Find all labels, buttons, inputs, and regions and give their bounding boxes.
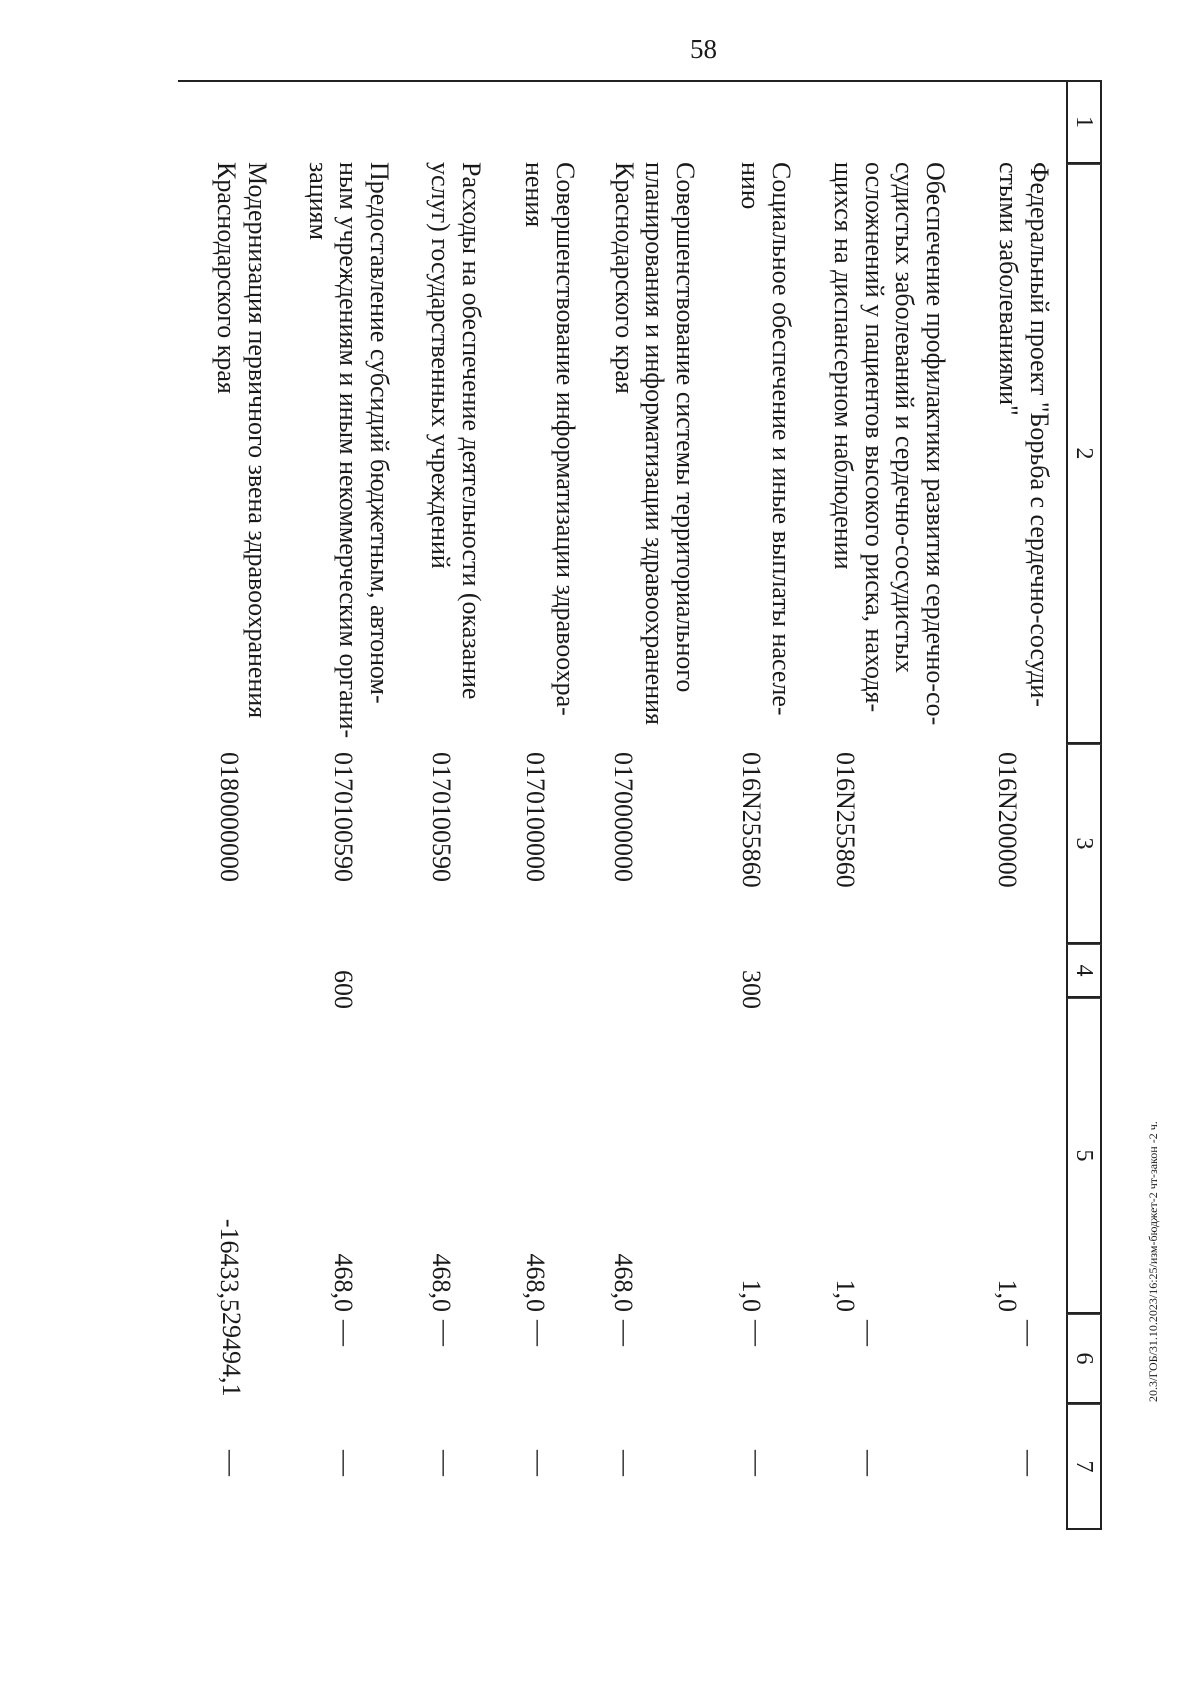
page-number: 58 xyxy=(690,34,717,64)
row-col5: 1,0 xyxy=(831,1279,860,1312)
table-row xyxy=(406,80,486,1530)
row-code: 0170100590 xyxy=(329,752,358,882)
table-row xyxy=(500,80,580,1530)
table-row xyxy=(290,80,394,1530)
name-line: Совершенствование системы территориального xyxy=(671,162,700,693)
row0-col6: — xyxy=(1015,1320,1044,1346)
row4-col7: — xyxy=(525,1450,554,1476)
row-name xyxy=(827,162,950,742)
header-col-1: 1 xyxy=(1066,80,1102,164)
row-name xyxy=(519,162,580,742)
row-name xyxy=(993,162,1054,742)
row-kind: 300 xyxy=(737,970,766,1009)
row-kind: 600 xyxy=(329,970,358,1009)
name-line: Модернизация первичного звена здравоохранения xyxy=(243,162,272,719)
row-name xyxy=(425,162,486,742)
row-code: 0170100000 xyxy=(521,752,550,882)
row-name xyxy=(211,162,272,742)
name-line: судистых заболеваний и сердечно-сосудистых xyxy=(890,162,920,673)
row2-col7: — xyxy=(743,1450,772,1476)
header-col-4: 4 xyxy=(1066,944,1102,998)
name-line: услуг) государственных учреждений xyxy=(426,162,456,569)
header-col-2: 2 xyxy=(1066,164,1102,744)
row1-col7: — xyxy=(855,1450,884,1476)
footer-code: 20.3/ГОБ/31.10.2023/16:25/изм-бюджет-2 чт-закон -2 ч. xyxy=(1146,1121,1160,1402)
row-col5: 1,0 xyxy=(993,1279,1022,1312)
row6-col6: — xyxy=(331,1320,360,1346)
row-name xyxy=(735,162,796,742)
row7-col7: — xyxy=(217,1450,246,1476)
table-row xyxy=(974,80,1066,1530)
name-line: Социальное обеспечение и иные выплаты населе- xyxy=(767,162,796,716)
row7-col6: 29494,1 xyxy=(217,1312,246,1397)
header-col-5: 5 xyxy=(1066,998,1102,1314)
row3-col6: — xyxy=(611,1320,640,1346)
row-col5: 1,0 xyxy=(737,1279,766,1312)
row-col5: 468,0 xyxy=(609,1253,638,1312)
row-code: 0170000000 xyxy=(609,752,638,882)
row-code: 016N200000 xyxy=(993,752,1022,888)
name-line: Обеспечение профилактики развития сердечно-со- xyxy=(921,162,950,726)
row-code: 0180000000 xyxy=(215,752,244,882)
name-line: ным учреждениям и иным некоммерческим органи- xyxy=(334,162,364,739)
row4-col6: — xyxy=(525,1320,554,1346)
table-row xyxy=(596,80,700,1530)
row-col5: -16433,5 xyxy=(215,1218,244,1312)
row2-col6: — xyxy=(743,1320,772,1346)
row6-col7: — xyxy=(331,1450,360,1476)
table-header xyxy=(1066,80,1102,1530)
row5-col6: — xyxy=(431,1320,460,1346)
table-row xyxy=(820,80,950,1530)
row-code: 016N255860 xyxy=(831,752,860,888)
name-line: стыми заболеваниями" xyxy=(994,162,1024,416)
row-code: 016N255860 xyxy=(737,752,766,888)
row-code: 0170100590 xyxy=(427,752,456,882)
table-row xyxy=(716,80,796,1530)
header-col-6: 6 xyxy=(1066,1314,1102,1404)
header-col-7: 7 xyxy=(1066,1404,1102,1530)
name-line: осложнений у пациентов высокого риска, находя- xyxy=(859,162,889,713)
row-col5: 468,0 xyxy=(427,1253,456,1312)
row3-col7: — xyxy=(611,1450,640,1476)
name-line: щихся на диспансерном наблюдении xyxy=(828,162,858,570)
row-name xyxy=(302,162,394,742)
name-line: Краснодарского края xyxy=(212,162,242,394)
name-line: Предоставление субсидий бюджетным, автоном- xyxy=(365,162,394,704)
row0-col7: — xyxy=(1015,1450,1044,1476)
row-col5: 468,0 xyxy=(521,1253,550,1312)
name-line: нию xyxy=(736,162,766,210)
name-line: Краснодарского края xyxy=(609,162,639,394)
name-line: нения xyxy=(520,162,550,228)
row-name xyxy=(608,162,700,742)
name-line: Расходы на обеспечение деятельности (оказание xyxy=(457,162,486,700)
budget-table xyxy=(175,80,1102,1530)
header-col-3: 3 xyxy=(1066,744,1102,944)
row5-col7: — xyxy=(431,1450,460,1476)
name-line: зациям xyxy=(303,162,333,241)
name-line: Федеральный проект "Борьба с сердечно-сосуди- xyxy=(1025,162,1054,707)
name-line: Совершенствование информатизации здравоохра- xyxy=(551,162,580,716)
name-line: планирования и информатизации здравоохранения xyxy=(640,162,670,725)
row-col5: 468,0 xyxy=(329,1253,358,1312)
row1-col6: — xyxy=(855,1320,884,1346)
